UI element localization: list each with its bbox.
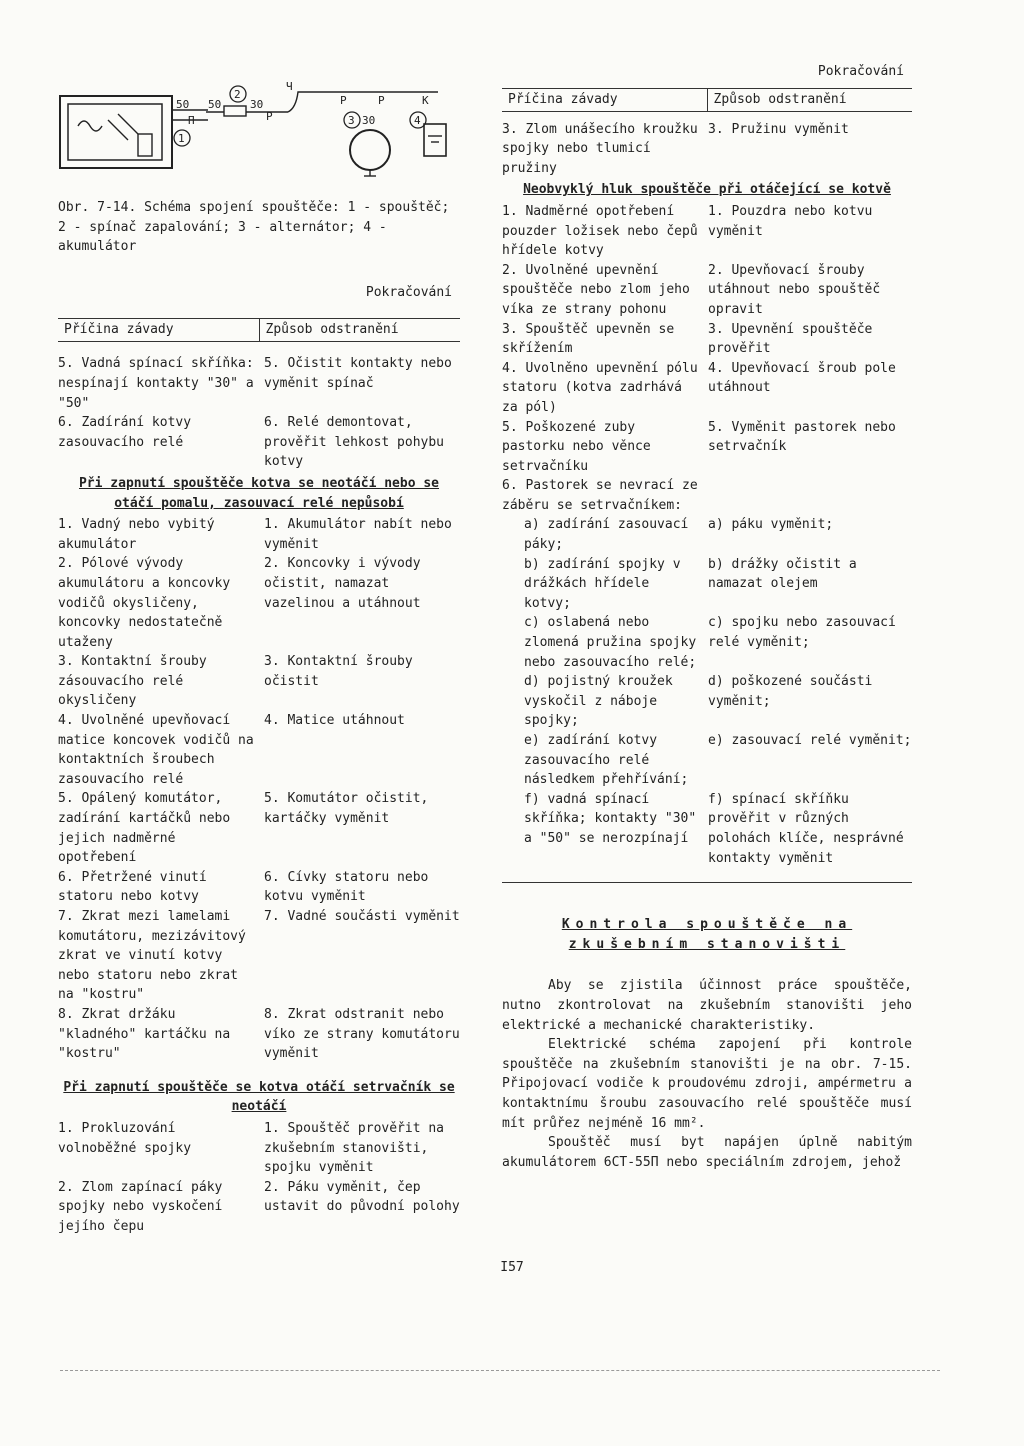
table-row: 2. Zlom zapínací páky spojky nebo vyskočení jejího čepu 2. Páku vyměnit, čep ustavit do původní polohy bbox=[58, 1179, 460, 1234]
table-row: b) zadírání spojky v drážkách hřídele kotvy; b) drážky očistit a namazat olejem bbox=[524, 556, 857, 611]
wiring-diagram bbox=[58, 80, 460, 180]
figure-caption: Obr. 7-14. Schéma spojení spouštěče: 1 - spouštěč; 2 - spínač zapalování; 3 - alternátor; 4 - akumulátor bbox=[58, 200, 450, 255]
page-number: I57 bbox=[500, 1260, 524, 1275]
header-remedy: Způsob odstranění bbox=[259, 319, 461, 341]
table-row: 1. Vadný nebo vybitý akumulátor 1. Akumulátor nabít nebo vyměnit bbox=[58, 517, 452, 552]
continuation-label: Pokračování bbox=[817, 64, 904, 79]
svg-text:P: P bbox=[378, 94, 385, 107]
section-title: Kontrola spouštěče na zkušebním stanovišti bbox=[561, 917, 853, 952]
table-row: 5. Poškozené zuby pastorku nebo věnce setrvačníku 5. Vyměnit pastorek nebo setrvačník bbox=[502, 419, 896, 474]
table-row: f) vadná spínací skříňka; kontakty "30" a "50" se nerozpínají f) spínací skříňku prověřit v různých polohách klíče, nesprávné kontakty vyměnit bbox=[524, 791, 904, 866]
svg-text:50: 50 bbox=[176, 98, 190, 111]
table-row: 1. Prokluzování volnoběžné spojky 1. Spouštěč prověřit na zkušebním stanovišti, spojku vyměnit bbox=[58, 1120, 445, 1176]
svg-text:P: P bbox=[266, 110, 273, 123]
table-row: 2. Uvolněné upevnění spouštěče nebo zlom jeho víka ze strany pohonu 2. Upevňovací šrouby utáhnout nebo spouštěč opravit bbox=[502, 262, 881, 317]
table-row: 1. Nadměrné opotřebení pouzder ložisek nebo čepů hřídele kotvy 1. Pouzdra nebo kotvu vyměnit bbox=[502, 203, 873, 259]
svg-text:30: 30 bbox=[250, 98, 264, 111]
right-column bbox=[502, 62, 912, 1172]
header-cause: Příčina závady bbox=[508, 91, 618, 107]
svg-text:30: 30 bbox=[362, 114, 376, 127]
svg-text:Ч: Ч bbox=[286, 80, 293, 93]
table-row: d) pojistný kroužek vyskočil z náboje spojky; d) poškozené součásti vyměnit; bbox=[524, 674, 873, 729]
table-row: 2. Pólové vývody akumulátoru a koncovky vodičů okysličeny, koncovky nedostatečně utaženy 2. Koncovky i vývody očistit, namazat vazelinou a utáhnout bbox=[58, 556, 421, 650]
svg-text:2: 2 bbox=[234, 88, 241, 101]
table-row: 3. Spouštěč upevněn se skřížením 3. Upevnění spouštěče prověřit bbox=[502, 321, 873, 357]
table-row: 5. Vadná spínací skříňka: nespínají kontakty "30" a "50" 5. Očistit kontakty nebo vyměnit spínač bbox=[58, 356, 452, 411]
header-cause: Příčina závady bbox=[64, 322, 174, 338]
table-row: 4. Uvolněné upevňovací matice koncovek vodičů na kontaktních šroubech zasouvacího relé 4. Matice utáhnout bbox=[58, 713, 405, 787]
table-row: 8. Zkrat držáku "kladného" kartáčku na "kostru" 8. Zkrat odstranit nebo víko ze strany komutátoru vyměnit bbox=[58, 1006, 460, 1062]
continuation-label: Pokračování bbox=[365, 284, 452, 300]
table-row: e) zadírání kotvy zasouvacího relé následkem přehřívání; e) zasouvací relé vyměnit; bbox=[524, 733, 912, 788]
section-heading: Při zapnutí spouštěče se kotva otáčí setrvačník se neotáčí bbox=[63, 1079, 455, 1115]
table-row: a) zadírání zasouvací páky; a) páku vyměnit; bbox=[524, 517, 834, 553]
svg-text:50: 50 bbox=[208, 98, 222, 111]
section-divider bbox=[502, 882, 912, 883]
svg-text:P: P bbox=[340, 94, 347, 107]
table-row: c) oslabená nebo zlomená pružina spojky nebo zasouvacího relé; c) spojku nebo zasouvací relé vyměnit; bbox=[524, 615, 896, 670]
table-row: 7. Zkrat mezi lamelami komutátoru, mezizávitový zkrat ve vinutí kotvy nebo statoru nebo zkrat na "kostru" 7. Vadné součásti vyměnit bbox=[58, 909, 460, 1003]
table-row: 6. Přetržené vinutí statoru nebo kotvy 6. Cívky statoru nebo kotvu vyměnit bbox=[58, 869, 429, 905]
svg-text:П: П bbox=[188, 114, 195, 127]
table-row: 6. Pastorek se nevrací ze záběru se setrvačníkem: bbox=[502, 478, 698, 513]
table-row: 3. Zlom unášecího kroužku spojky nebo tlumicí pružiny 3. Pružinu vyměnit bbox=[502, 121, 849, 176]
svg-text:1: 1 bbox=[178, 132, 185, 145]
table-row: 4. Uvolněno upevnění pólu statoru (kotva zadrhává za pól) 4. Upevňovací šroub pole utáhnout bbox=[502, 360, 896, 415]
paragraph: Elektrické schéma zapojení při kontrole spouštěče na zkušebním stanovišti je na obr. 7-15. Připojovací vodiče k proudovému zdroji, ampérmetru a kontaktnímu šroubu zasouvacího relé spouštěče musí mít průřez nejméně 16 mm². bbox=[502, 1037, 912, 1131]
svg-text:K: K bbox=[422, 94, 429, 107]
table-header bbox=[58, 318, 460, 342]
paragraph: Aby se zjistila účinnost práce spouštěče, nutno zkontrolovat na zkušebním stanovišti jeho elektrické a mechanické charakteristiky. bbox=[502, 978, 912, 1033]
section-heading: Při zapnutí spouštěče kotva se neotáčí nebo se otáčí pomalu, zasouvací relé nepůsobí bbox=[78, 475, 440, 511]
left-column bbox=[58, 80, 460, 1237]
page-edge-rule bbox=[60, 1370, 940, 1371]
svg-text:4: 4 bbox=[414, 114, 421, 127]
table-row: 5. Opálený komutátor, zadírání kartáčků nebo jejich nadměrné opotřebení 5. Komutátor očistit, kartáčky vyměnit bbox=[58, 791, 429, 866]
svg-text:3: 3 bbox=[348, 114, 355, 127]
table-row: 3. Kontaktní šrouby zásouvacího relé okysličeny 3. Kontaktní šrouby očistit bbox=[58, 654, 413, 709]
section-heading: Neobvyklý hluk spouštěče při otáčející se kotvě bbox=[523, 182, 891, 198]
header-remedy: Způsob odstranění bbox=[707, 89, 913, 111]
table-row: 6. Zadírání kotvy zasouvacího relé 6. Relé demontovat, prověřit lehkost pohybu kotvy bbox=[58, 415, 445, 470]
table-header bbox=[502, 88, 912, 112]
paragraph: Spouštěč musí byt napájen úplně nabitým akumulátorem 6CT-55П nebo speciálním zdrojem, jehož bbox=[502, 1135, 912, 1170]
